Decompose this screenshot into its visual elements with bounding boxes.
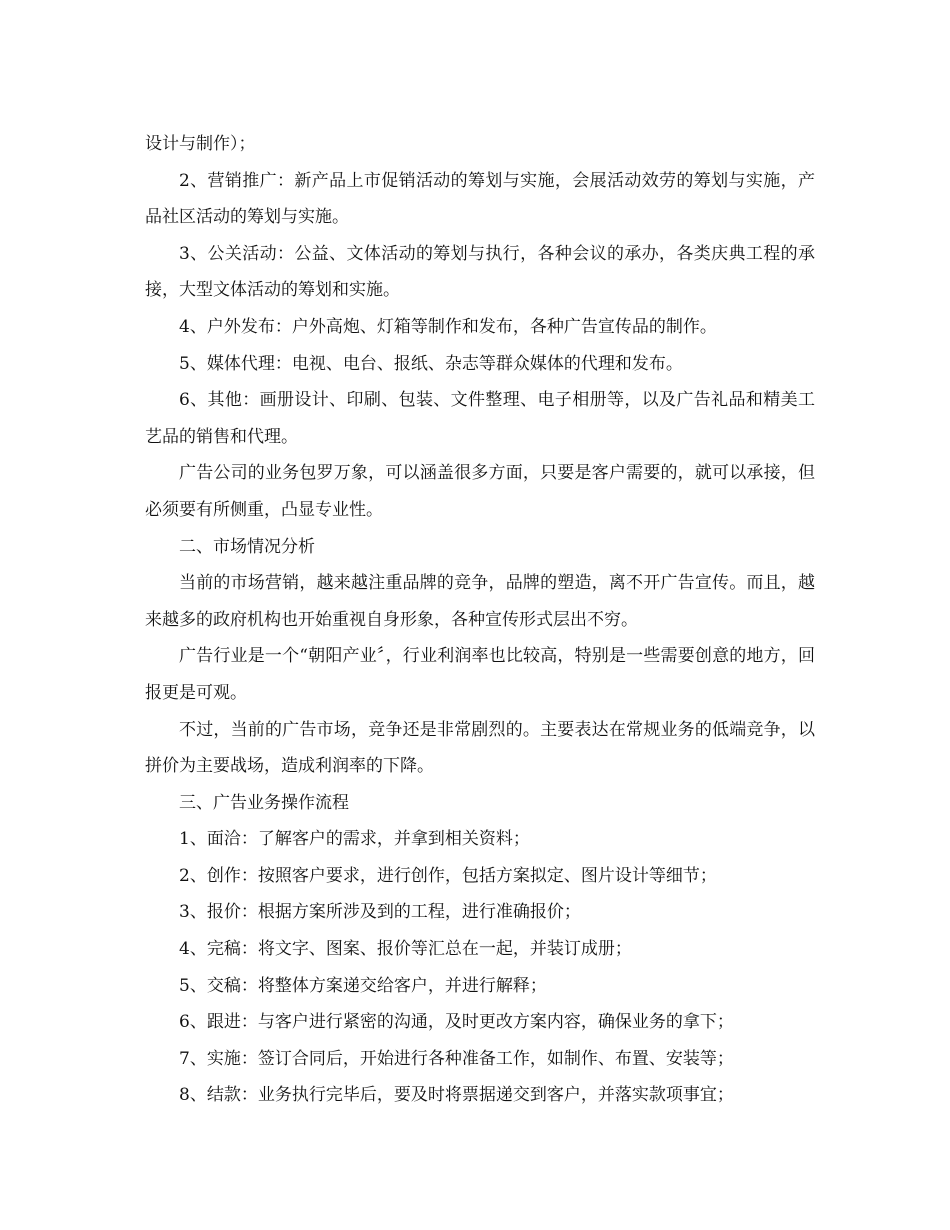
paragraph: 6、其他：画册设计、印刷、包装、文件整理、电子相册等，以及广告礼品和精美工艺品的销售和代理。 (145, 390, 815, 447)
paragraph: 5、媒体代理：电视、电台、报纸、杂志等群众媒体的代理和发布。 (179, 353, 683, 374)
list-item: 1、面洽：了解客户的需求，并拿到相关资料； (179, 829, 530, 850)
paragraph: 设计与制作）； (145, 134, 256, 154)
list-item: 8、结款：业务执行完毕后，要及时将票据递交到客户，并落实款项事宜； (179, 1085, 734, 1106)
paragraph: 当前的市场营销，越来越注重品牌的竞争，品牌的塑造，离不开广告宣传。而且，越来越多的政府机构也开始重视自身形象，各种宣传形式层出不穷。 (145, 573, 815, 630)
list-item: 4、完稿：将文字、图案、报价等汇总在一起，并装订成册； (179, 939, 632, 960)
section-heading: 二、市场情况分析 (179, 536, 315, 557)
section-heading: 三、广告业务操作流程 (179, 792, 349, 813)
document-body (145, 126, 815, 1114)
paragraph: 4、户外发布：户外高炮、灯箱等制作和发布，各种广告宣传品的制作。 (179, 316, 717, 337)
paragraph: 2、营销推广：新产品上市促销活动的筹划与实施，会展活动效劳的筹划与实施，产品社区活动的筹划与实施。 (145, 170, 815, 228)
paragraph: 不过，当前的广告市场，竞争还是非常剧烈的。主要表达在常规业务的低端竞争，以拼价为主要战场，造成利润率的下降。 (145, 719, 815, 777)
paragraph: 3、公关活动：公益、文体活动的筹划与执行，各种会议的承办，各类庆典工程的承接，大型文体活动的筹划和实施。 (145, 243, 815, 301)
list-item: 2、创作：按照客户要求，进行创作，包括方案拟定、图片设计等细节； (179, 865, 717, 886)
list-item: 3、报价：根据方案所涉及到的工程，进行准确报价； (179, 902, 581, 923)
paragraph: 广告公司的业务包罗万象，可以涵盖很多方面，只要是客户需要的，就可以承接，但必须要有所侧重，凸显专业性。 (145, 463, 815, 520)
list-item: 7、实施：签订合同后，开始进行各种准备工作，如制作、布置、安装等； (179, 1048, 734, 1069)
paragraph: 广告行业是一个“朝阳产业〞，行业利润率也比较高，特别是一些需要创意的地方，回报更是可观。 (145, 646, 815, 703)
list-item: 5、交稿：将整体方案递交给客户，并进行解释； (179, 975, 547, 996)
list-item: 6、跟进：与客户进行紧密的沟通，及时更改方案内容，确保业务的拿下； (179, 1012, 734, 1033)
